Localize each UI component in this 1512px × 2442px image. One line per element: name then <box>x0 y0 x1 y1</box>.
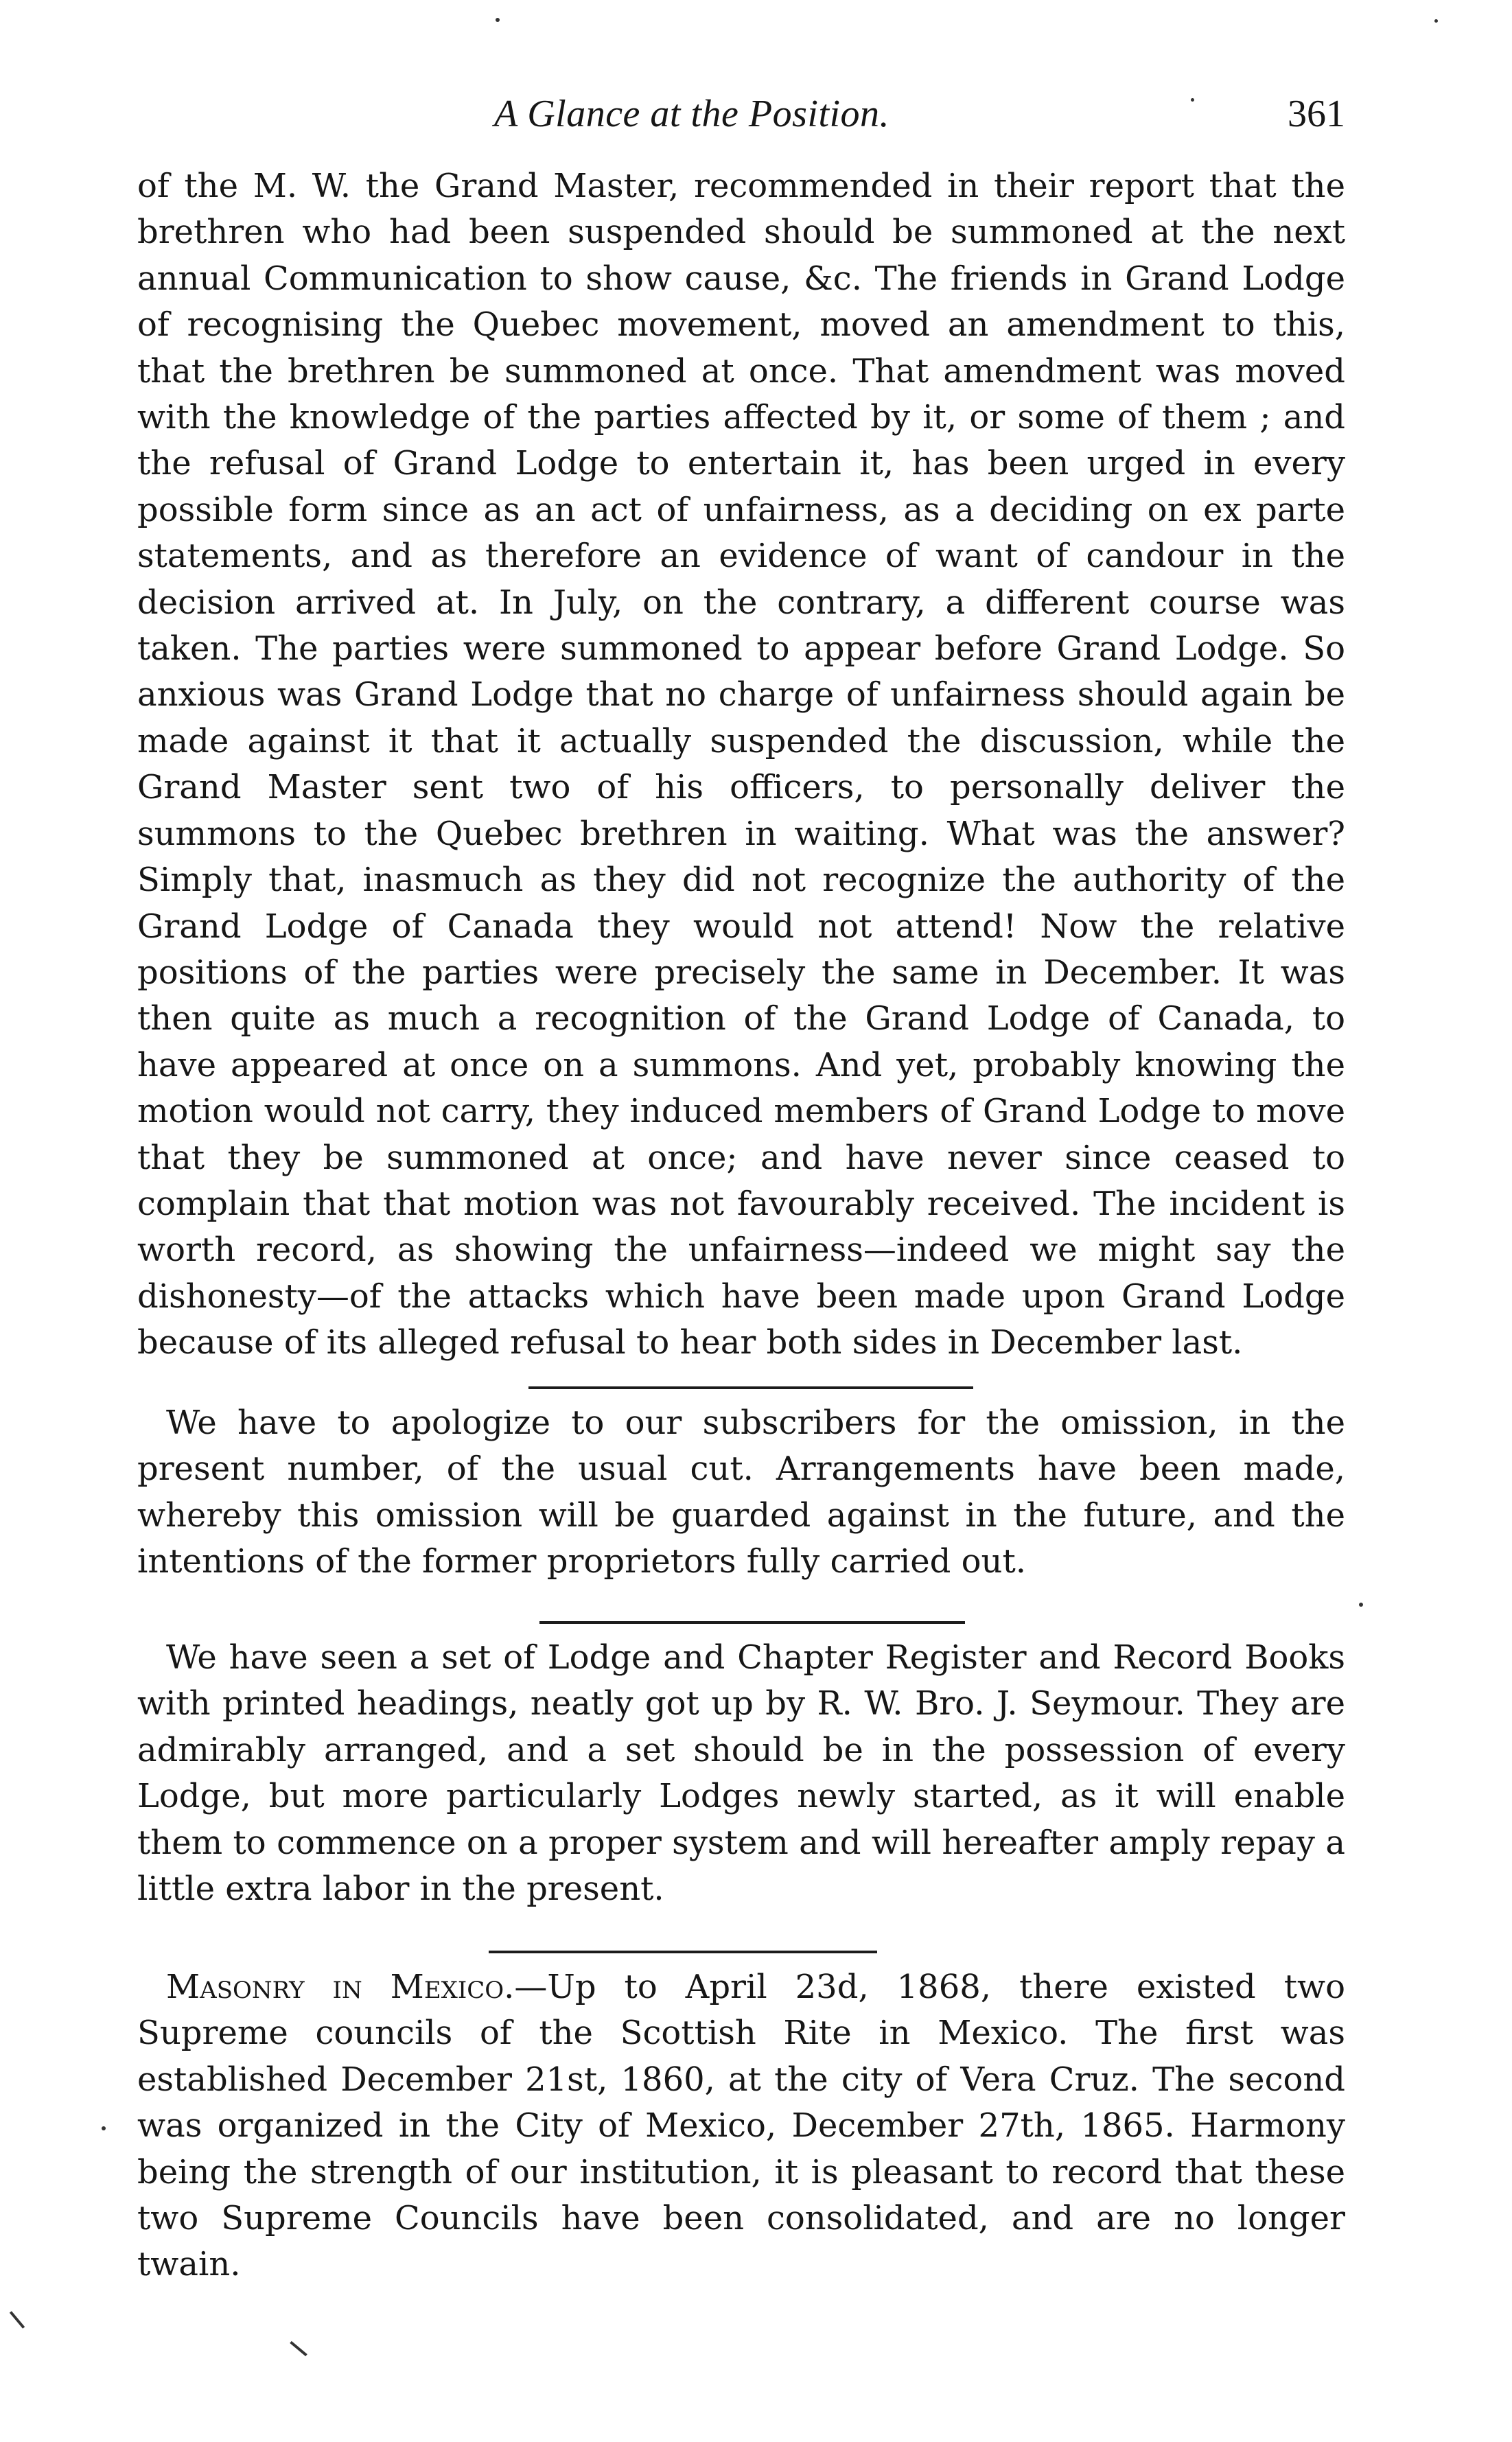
paragraph-body: —Up to April 23d, 1868, there existed two Supreme councils of the Scottish Rite in Mexico. The first was established December 21st, 1860, at the city of Vera Cruz. The second was organized in the City of Mexico, December 27th, 1865. Harmony being the strength of our institution, it is pleasant to record that these two Supreme Councils have been consolidated, and are no longer twain. <box>137 1968 1345 2284</box>
paragraph-apology <box>137 1400 1345 1585</box>
scan-speck <box>496 18 500 22</box>
paragraph-grand-lodge <box>137 163 1345 1367</box>
scan-speck <box>1359 1603 1363 1607</box>
section-lead-in: Masonry in Mexico. <box>166 1968 515 2006</box>
paragraph-text: of the M. W. the Grand Master, recommended in their report that the brethren who had been suspended should be summoned at the next annual Communication to show cause, &c. The friends in Grand Lodge of recognising the Quebec movement, moved an amendment to this, that the brethren be summoned at once. That amendment was moved with the knowledge of the parties affected by it, or some of them ; and the refusal of Grand Lodge to entertain it, has been urged in every possible form since as an act of unfairness, as a deciding on ex parte statements, and as therefore an evidence of want of candour in the decision arrived at. In July, on the contrary, a different course was taken. The parties were summoned to appear before Grand Lodge. So anxious was Grand Lodge that no charge of unfairness should again be made against it that it actually suspended the discussion, while the Grand Master sent two of his officers, to personally deliver the summons to the Quebec brethren in waiting. What was the answer? Simply that, inasmuch as they did not recognize the authority of the Grand Lodge of Canada they would not attend! Now the relative positions of the parties were precisely the same in December. It was then quite as much a recognition of the Grand Lodge of Canada, to have appeared at once on a summons. And yet, probably knowing the motion would not carry, they induced members of Grand Lodge to move that they be summoned at once; and have never since ceased to complain that that motion was not favourably received. The incident is worth record, as showing the unfairness—indeed we might say the dishonesty—of the attacks which have been made upon Grand Lodge because of its alleged refusal to hear both sides in December last. <box>137 167 1345 1362</box>
paragraph-text <box>137 1964 1345 2288</box>
scan-speck <box>1191 98 1194 102</box>
scan-speck <box>102 2126 106 2130</box>
page-number: 361 <box>1288 93 1345 135</box>
section-divider <box>539 1621 965 1624</box>
paragraph-text: We have to apologize to our subscribers for the omission, in the present number, of the usual cut. Arrangements have been made, whereby this omission will be guarded against in the future, and the intentions of the former proprietors fully carried out. <box>137 1404 1345 1581</box>
paragraph-text: We have seen a set of Lodge and Chapter Register and Record Books with printed headings, neatly got up by R. W. Bro. J. Seymour. They are admirably arranged, and a set should be in the possession of every Lodge, but more particularly Lodges newly started, as it will enable them to commence on a proper system and will hereafter amply repay a little extra labor in the present. <box>137 1638 1345 1909</box>
scan-mark <box>10 2311 25 2329</box>
paragraph-register-books <box>137 1635 1345 1912</box>
running-header <box>137 88 1345 150</box>
paragraph-masonry-mexico <box>137 1964 1345 2288</box>
scan-mark <box>290 2341 307 2356</box>
running-title: A Glance at the Position. <box>494 93 890 135</box>
section-divider <box>528 1386 973 1389</box>
scan-speck <box>1434 19 1438 23</box>
section-divider <box>489 1951 877 1953</box>
